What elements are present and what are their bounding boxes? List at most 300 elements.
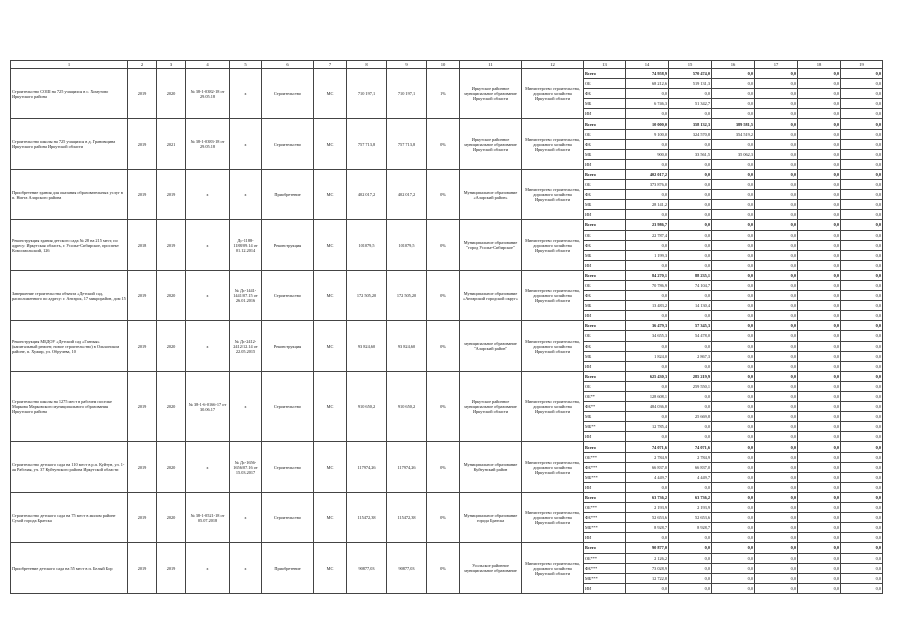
funding-source-cell: МБ xyxy=(584,351,626,361)
project-name-cell: Реконструкция МБДОУ «Детский сад «Ганзыя» (капитальный ремонт, новое строительство) в Ольхонском районе, п. Хужир, ул. Обручева, 10 xyxy=(11,321,128,371)
amount-cell: 1 199,3 xyxy=(626,250,669,260)
project-name-cell: Строительство детского сада на 75 мест в жилом районе Сухой города Братска xyxy=(11,492,128,542)
end-year-cell: 2021 xyxy=(157,119,186,169)
amount-cell: 0,0 xyxy=(841,331,883,341)
amount-cell: 0,0 xyxy=(712,412,755,422)
ministry-cell: Министерство строительства, дорожного хозяйства Иркутской области xyxy=(522,220,584,270)
amount-cell: 0,0 xyxy=(841,230,883,240)
amount-cell: 2 784,9 xyxy=(626,452,669,462)
amount-cell: 0,0 xyxy=(712,280,755,290)
funding-source-cell: ИИ xyxy=(584,109,626,119)
column-number-header: 18 xyxy=(798,61,841,69)
amount-cell: 13 483,2 xyxy=(626,301,669,311)
design-document-cell: х xyxy=(186,543,230,593)
remaining-cost-cell: 910 650,2 xyxy=(387,371,427,442)
amount-cell: 0,0 xyxy=(669,220,712,230)
amount-cell: 0,0 xyxy=(626,341,669,351)
column-number-header: 8 xyxy=(347,61,387,69)
amount-cell: 0,0 xyxy=(798,169,841,179)
table-row xyxy=(11,442,883,452)
funding-source-cell: ИИ xyxy=(584,260,626,270)
funding-source-cell: Всего xyxy=(584,371,626,381)
amount-cell: 0,0 xyxy=(669,573,712,583)
remaining-cost-cell: 101079,5 xyxy=(387,220,427,270)
amount-cell: 0,0 xyxy=(712,573,755,583)
amount-cell: 0,0 xyxy=(798,129,841,139)
amount-cell: 0,0 xyxy=(798,321,841,331)
funding-source-cell: ФБ*** xyxy=(584,462,626,472)
amount-cell: 0,0 xyxy=(669,89,712,99)
column-number-header: 11 xyxy=(460,61,522,69)
funding-source-cell: Всего xyxy=(584,270,626,280)
amount-cell: 0,0 xyxy=(626,240,669,250)
amount-cell: 0,0 xyxy=(712,563,755,573)
amount-cell: 0,0 xyxy=(755,543,798,553)
amount-cell: 0,0 xyxy=(669,200,712,210)
amount-cell: 0,0 xyxy=(712,341,755,351)
design-document-cell: х xyxy=(186,321,230,371)
amount-cell: 0,0 xyxy=(669,291,712,301)
amount-cell: 0,0 xyxy=(841,99,883,109)
funding-source-cell: Всего xyxy=(584,543,626,553)
amount-cell: 4 449,7 xyxy=(626,472,669,482)
amount-cell: 0,0 xyxy=(798,200,841,210)
amount-cell: 0,0 xyxy=(755,351,798,361)
amount-cell: 0,0 xyxy=(841,341,883,351)
amount-cell: 0,0 xyxy=(712,583,755,593)
amount-cell: 0,0 xyxy=(712,109,755,119)
amount-cell: 259 550,1 xyxy=(669,381,712,391)
funding-source-cell: ОБ*** xyxy=(584,553,626,563)
work-type-cell: Реконструкция xyxy=(262,321,314,371)
design-document-cell: х xyxy=(186,442,230,492)
amount-cell: 33 561,5 xyxy=(669,149,712,159)
amount-cell: 0,0 xyxy=(798,149,841,159)
amount-cell: 0,0 xyxy=(841,190,883,200)
ministry-cell: Министерство строительства, дорожного хозяйства Иркутской области xyxy=(522,69,584,119)
work-type-cell: Строительство xyxy=(262,119,314,169)
amount-cell: 0,0 xyxy=(626,533,669,543)
amount-cell: 23 986,7 xyxy=(626,220,669,230)
design-document-cell: № 38-1-0383-18 от 29.05.18 xyxy=(186,119,230,169)
amount-cell: 0,0 xyxy=(841,301,883,311)
amount-cell: 51 342,7 xyxy=(669,99,712,109)
customer-cell: Муниципальное образование Куйтунский район xyxy=(460,442,522,492)
amount-cell: 625 430,3 xyxy=(626,371,669,381)
design-document-cell: № 38-1-0521-18 от 05.07.2018 xyxy=(186,492,230,542)
amount-cell: 0,0 xyxy=(755,371,798,381)
amount-cell: 0,0 xyxy=(712,331,755,341)
amount-cell: 0,0 xyxy=(755,79,798,89)
amount-cell: 0,0 xyxy=(841,452,883,462)
amount-cell: 0,0 xyxy=(712,159,755,169)
design-document-cell: х xyxy=(186,169,230,219)
amount-cell: 0,0 xyxy=(841,492,883,502)
amount-cell: 0,0 xyxy=(755,513,798,523)
unit-cell: МС xyxy=(314,371,347,442)
amount-cell: 0,0 xyxy=(712,462,755,472)
amount-cell: 0,0 xyxy=(841,432,883,442)
customer-cell: Иркутское районное муниципальное образование Иркутской области xyxy=(460,69,522,119)
table-row xyxy=(11,270,883,280)
funding-source-cell: ОБ xyxy=(584,129,626,139)
project-name-cell: Приобретение здания для оказания образовательных услуг в п. Нигта Аларского района xyxy=(11,169,128,219)
amount-cell: 0,0 xyxy=(841,533,883,543)
amount-cell: 0,0 xyxy=(755,230,798,240)
amount-cell: 373 876,0 xyxy=(626,180,669,190)
amount-cell: 0,0 xyxy=(841,180,883,190)
amount-cell: 0,0 xyxy=(626,412,669,422)
readiness-percent-cell: 0% xyxy=(427,321,460,371)
column-number-header-row xyxy=(11,61,883,69)
column-number-header: 2 xyxy=(128,61,157,69)
amount-cell: 0,0 xyxy=(798,412,841,422)
funding-source-cell: Всего xyxy=(584,69,626,79)
remaining-cost-cell: 710 197,1 xyxy=(387,69,427,119)
amount-cell: 74 071,6 xyxy=(669,442,712,452)
amount-cell: 8 928,7 xyxy=(669,523,712,533)
amount-cell: 2 867,3 xyxy=(669,351,712,361)
readiness-percent-cell: 0% xyxy=(427,371,460,442)
remaining-cost-cell: 117974,26 xyxy=(387,442,427,492)
amount-cell: 0,0 xyxy=(712,301,755,311)
project-name-cell: Строительство школы на 1275 мест в рабочем поселке Маркова Марковского муниципального образования Иркутского района xyxy=(11,371,128,442)
expertise-cell: х xyxy=(230,169,262,219)
amount-cell: 0,0 xyxy=(755,412,798,422)
amount-cell: 0,0 xyxy=(798,260,841,270)
amount-cell: 0,0 xyxy=(712,503,755,513)
amount-cell: 0,0 xyxy=(755,169,798,179)
column-number-header: 5 xyxy=(230,61,262,69)
amount-cell: 0,0 xyxy=(841,79,883,89)
amount-cell: 0,0 xyxy=(669,583,712,593)
amount-cell: 0,0 xyxy=(669,543,712,553)
amount-cell: 2 126,2 xyxy=(626,553,669,563)
amount-cell: 0,0 xyxy=(755,149,798,159)
amount-cell: 34 655,3 xyxy=(626,331,669,341)
amount-cell: 0,0 xyxy=(669,109,712,119)
amount-cell: 0,0 xyxy=(712,250,755,260)
amount-cell: 0,0 xyxy=(798,381,841,391)
funding-source-cell: МБ** xyxy=(584,422,626,432)
column-number-header: 1 xyxy=(11,61,128,69)
work-type-cell: Строительство xyxy=(262,492,314,542)
amount-cell: 0,0 xyxy=(798,422,841,432)
amount-cell: 0,0 xyxy=(798,563,841,573)
amount-cell: 66 837,0 xyxy=(626,462,669,472)
design-document-cell: № 38-1-6-0166-17 от 30.06.17 xyxy=(186,371,230,442)
amount-cell: 0,0 xyxy=(626,482,669,492)
amount-cell: 0,0 xyxy=(712,442,755,452)
funding-source-cell: ИИ xyxy=(584,311,626,321)
table-row xyxy=(11,69,883,79)
start-year-cell: 2018 xyxy=(128,220,157,270)
amount-cell: 0,0 xyxy=(712,513,755,523)
amount-cell: 0,0 xyxy=(798,159,841,169)
work-type-cell: Приобретение xyxy=(262,169,314,219)
amount-cell: 0,0 xyxy=(798,361,841,371)
customer-cell: Муниципальное образование города Братска xyxy=(460,492,522,542)
amount-cell: 484 036,8 xyxy=(626,402,669,412)
amount-cell: 0,0 xyxy=(841,442,883,452)
table-row xyxy=(11,543,883,553)
amount-cell: 389 581,5 xyxy=(712,119,755,129)
amount-cell: 0,0 xyxy=(798,533,841,543)
ministry-cell: Министерство строительства, дорожного хозяйства Иркутской области xyxy=(522,169,584,219)
funding-source-cell: ФБ xyxy=(584,341,626,351)
amount-cell: 12 722,8 xyxy=(626,573,669,583)
remaining-cost-cell: 757 713,8 xyxy=(387,119,427,169)
funding-source-cell: ФБ xyxy=(584,139,626,149)
amount-cell: 0,0 xyxy=(755,109,798,119)
amount-cell: 0,0 xyxy=(626,291,669,301)
amount-cell: 0,0 xyxy=(798,573,841,583)
amount-cell: 519 131,3 xyxy=(669,79,712,89)
table-row xyxy=(11,220,883,230)
readiness-percent-cell: 0% xyxy=(427,220,460,270)
amount-cell: 0,0 xyxy=(669,311,712,321)
amount-cell: 0,0 xyxy=(755,301,798,311)
readiness-percent-cell: 1% xyxy=(427,69,460,119)
amount-cell: 0,0 xyxy=(798,442,841,452)
start-year-cell: 2019 xyxy=(128,69,157,119)
amount-cell: 14 130,4 xyxy=(669,301,712,311)
amount-cell: 0,0 xyxy=(798,351,841,361)
estimated-cost-cell: 115472,38 xyxy=(347,492,387,542)
amount-cell: 0,0 xyxy=(841,311,883,321)
amount-cell: 0,0 xyxy=(798,190,841,200)
funding-source-cell: ИИ xyxy=(584,432,626,442)
amount-cell: 0,0 xyxy=(669,240,712,250)
amount-cell: 0,0 xyxy=(841,573,883,583)
readiness-percent-cell: 0% xyxy=(427,543,460,593)
amount-cell: 73 028,9 xyxy=(626,563,669,573)
amount-cell: 0,0 xyxy=(755,119,798,129)
amount-cell: 0,0 xyxy=(626,190,669,200)
amount-cell: 0,0 xyxy=(712,139,755,149)
amount-cell: 0,0 xyxy=(712,381,755,391)
amount-cell: 0,0 xyxy=(669,432,712,442)
column-number-header: 6 xyxy=(262,61,314,69)
amount-cell: 88 235,1 xyxy=(669,270,712,280)
amount-cell: 63 736,2 xyxy=(669,492,712,502)
amount-cell: 57 345,3 xyxy=(669,321,712,331)
amount-cell: 0,0 xyxy=(841,381,883,391)
estimated-cost-cell: 757 713,8 xyxy=(347,119,387,169)
amount-cell: 0,0 xyxy=(798,210,841,220)
column-number-header: 9 xyxy=(387,61,427,69)
amount-cell: 0,0 xyxy=(712,321,755,331)
funding-source-cell: Всего xyxy=(584,119,626,129)
column-number-header: 3 xyxy=(157,61,186,69)
amount-cell: 354 519,2 xyxy=(712,129,755,139)
amount-cell: 0,0 xyxy=(669,250,712,260)
amount-cell: 0,0 xyxy=(712,482,755,492)
amount-cell: 0,0 xyxy=(669,563,712,573)
amount-cell: 0,0 xyxy=(712,472,755,482)
amount-cell: 0,0 xyxy=(841,109,883,119)
amount-cell: 0,0 xyxy=(798,513,841,523)
amount-cell: 0,0 xyxy=(755,573,798,583)
amount-cell: 0,0 xyxy=(798,240,841,250)
amount-cell: 0,0 xyxy=(755,482,798,492)
funding-source-cell: ОБ xyxy=(584,280,626,290)
expertise-cell: № Дс-1441-1441/07.15 от 26.01.2016 xyxy=(230,270,262,320)
amount-cell: 0,0 xyxy=(712,492,755,502)
unit-cell: МС xyxy=(314,321,347,371)
funding-source-cell: ФБ xyxy=(584,240,626,250)
amount-cell: 22 787,4 xyxy=(626,230,669,240)
amount-cell: 0,0 xyxy=(669,180,712,190)
amount-cell: 9 100,0 xyxy=(626,129,669,139)
customer-cell: Иркутское районное муниципальное образование Иркутской области xyxy=(460,119,522,169)
column-number-header: 14 xyxy=(626,61,669,69)
funding-source-cell: Всего xyxy=(584,169,626,179)
funding-source-cell: МБ*** xyxy=(584,523,626,533)
amount-cell: 0,0 xyxy=(712,452,755,462)
amount-cell: 0,0 xyxy=(841,503,883,513)
amount-cell: 0,0 xyxy=(798,69,841,79)
amount-cell: 0,0 xyxy=(798,99,841,109)
amount-cell: 25 669,8 xyxy=(669,412,712,422)
amount-cell: 2 193,9 xyxy=(669,503,712,513)
funding-source-cell: ОБ xyxy=(584,230,626,240)
amount-cell: 0,0 xyxy=(755,240,798,250)
amount-cell: 0,0 xyxy=(841,482,883,492)
funding-source-cell: Всего xyxy=(584,442,626,452)
funding-source-cell: МБ*** xyxy=(584,472,626,482)
amount-cell: 1 824,0 xyxy=(626,351,669,361)
amount-cell: 0,0 xyxy=(755,280,798,290)
design-document-cell: х xyxy=(186,220,230,270)
amount-cell: 128 608,1 xyxy=(626,392,669,402)
table-row xyxy=(11,371,883,381)
amount-cell: 0,0 xyxy=(626,109,669,119)
amount-cell: 0,0 xyxy=(841,291,883,301)
funding-source-cell: МБ xyxy=(584,250,626,260)
expertise-cell: х xyxy=(230,371,262,442)
funding-source-cell: ИИ xyxy=(584,533,626,543)
project-name-cell: Приобретение детского сада на 55 мест в п. Белый Бор xyxy=(11,543,128,593)
work-type-cell: Строительство xyxy=(262,270,314,320)
funding-source-cell: ФБ xyxy=(584,291,626,301)
unit-cell: МС xyxy=(314,270,347,320)
amount-cell: 0,0 xyxy=(798,472,841,482)
unit-cell: МС xyxy=(314,442,347,492)
amount-cell: 0,0 xyxy=(798,280,841,290)
amount-cell: 0,0 xyxy=(755,402,798,412)
funding-source-cell: ОБ*** xyxy=(584,503,626,513)
amount-cell: 0,0 xyxy=(841,169,883,179)
column-number-header: 17 xyxy=(755,61,798,69)
expertise-cell: х xyxy=(230,492,262,542)
estimated-cost-cell: 101079,5 xyxy=(347,220,387,270)
amount-cell: 402 017,2 xyxy=(626,169,669,179)
ministry-cell: Министерство строительства, дорожного хозяйства Иркутской области xyxy=(522,371,584,442)
end-year-cell: 2020 xyxy=(157,69,186,119)
amount-cell: 0,0 xyxy=(841,89,883,99)
amount-cell: 0,0 xyxy=(669,392,712,402)
amount-cell: 0,0 xyxy=(798,180,841,190)
amount-cell: 0,0 xyxy=(755,159,798,169)
amount-cell: 52 653,6 xyxy=(669,513,712,523)
amount-cell: 0,0 xyxy=(669,341,712,351)
funding-source-cell: ОБ*** xyxy=(584,452,626,462)
amount-cell: 0,0 xyxy=(712,69,755,79)
amount-cell: 6 746,3 xyxy=(626,99,669,109)
amount-cell: 0,0 xyxy=(712,432,755,442)
amount-cell: 0,0 xyxy=(669,230,712,240)
amount-cell: 0,0 xyxy=(841,260,883,270)
readiness-percent-cell: 0% xyxy=(427,492,460,542)
funding-source-cell: МБ xyxy=(584,149,626,159)
work-type-cell: Реконструкция xyxy=(262,220,314,270)
amount-cell: 0,0 xyxy=(798,583,841,593)
table-row xyxy=(11,169,883,179)
amount-cell: 0,0 xyxy=(798,220,841,230)
estimated-cost-cell: 402 017,2 xyxy=(347,169,387,219)
amount-cell: 12 785,4 xyxy=(626,422,669,432)
unit-cell: МС xyxy=(314,543,347,593)
amount-cell: 0,0 xyxy=(669,210,712,220)
column-number-header: 12 xyxy=(522,61,584,69)
amount-cell: 0,0 xyxy=(798,230,841,240)
amount-cell: 0,0 xyxy=(669,260,712,270)
amount-cell: 0,0 xyxy=(841,462,883,472)
amount-cell: 0,0 xyxy=(712,180,755,190)
funding-source-cell: ФБ xyxy=(584,89,626,99)
amount-cell: 0,0 xyxy=(841,402,883,412)
funding-source-cell: ОБ xyxy=(584,381,626,391)
amount-cell: 0,0 xyxy=(712,200,755,210)
amount-cell: 0,0 xyxy=(669,169,712,179)
funding-source-cell: Всего xyxy=(584,220,626,230)
estimated-cost-cell: 910 650,2 xyxy=(347,371,387,442)
amount-cell: 0,0 xyxy=(798,452,841,462)
funding-source-cell: ИИ xyxy=(584,482,626,492)
end-year-cell: 2019 xyxy=(157,543,186,593)
amount-cell: 0,0 xyxy=(755,523,798,533)
amount-cell: 0,0 xyxy=(841,523,883,533)
amount-cell: 0,0 xyxy=(841,351,883,361)
ministry-cell: Министерство строительства, дорожного хозяйства Иркутской области xyxy=(522,543,584,593)
amount-cell: 0,0 xyxy=(669,553,712,563)
amount-cell: 0,0 xyxy=(712,361,755,371)
amount-cell: 0,0 xyxy=(798,331,841,341)
amount-cell: 0,0 xyxy=(712,402,755,412)
amount-cell: 0,0 xyxy=(841,250,883,260)
amount-cell: 0,0 xyxy=(712,392,755,402)
work-type-cell: Строительство xyxy=(262,442,314,492)
amount-cell: 0,0 xyxy=(798,139,841,149)
amount-cell: 0,0 xyxy=(755,422,798,432)
amount-cell: 0,0 xyxy=(669,402,712,412)
amount-cell: 0,0 xyxy=(626,583,669,593)
amount-cell: 0,0 xyxy=(798,119,841,129)
design-document-cell: № 38-1-0382-18 от 29.05.18 xyxy=(186,69,230,119)
funding-source-cell: ФБ xyxy=(584,190,626,200)
amount-cell: 0,0 xyxy=(798,432,841,442)
customer-cell: муниципальное образование "Аларский район" xyxy=(460,321,522,371)
amount-cell: 0,0 xyxy=(755,432,798,442)
amount-cell: 0,0 xyxy=(841,149,883,159)
amount-cell: 70 786,9 xyxy=(626,280,669,290)
funding-source-cell: МБ xyxy=(584,301,626,311)
amount-cell: 0,0 xyxy=(626,139,669,149)
amount-cell: 0,0 xyxy=(755,462,798,472)
unit-cell: МС xyxy=(314,220,347,270)
expertise-cell: № Дс-2412-2412/12.14 от 22.05.2015 xyxy=(230,321,262,371)
